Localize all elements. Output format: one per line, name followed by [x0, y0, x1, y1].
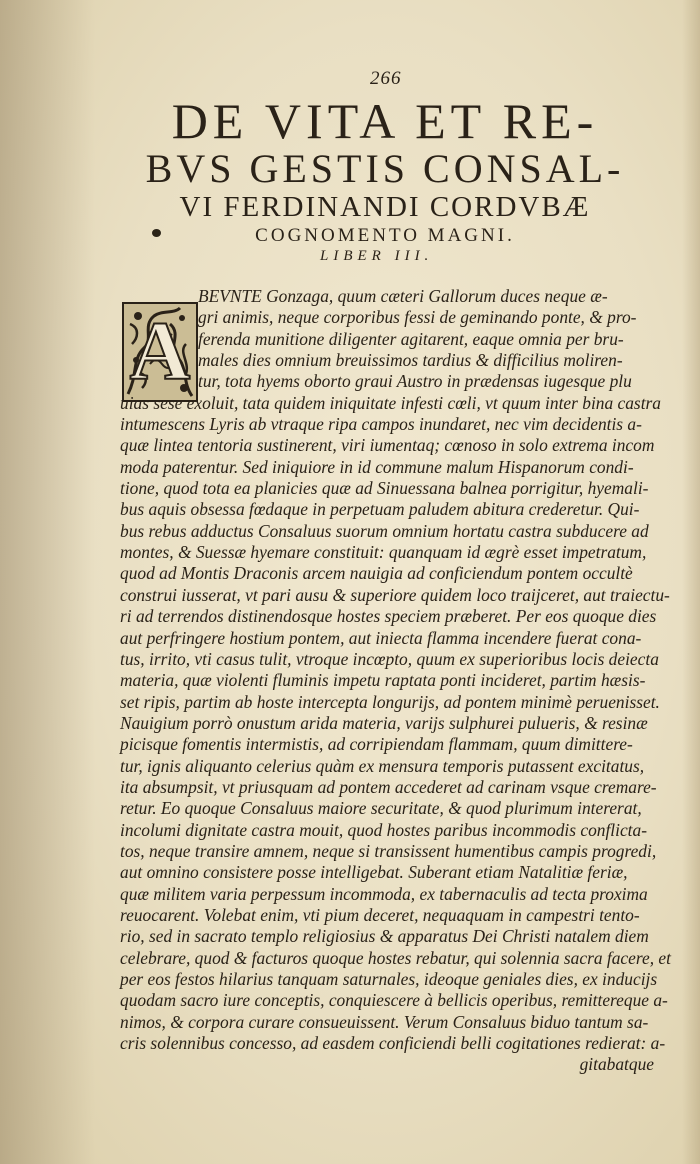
text-line: intumescens Lyris ab vtraque ripa campos inundaret, nec vim decidentis a- [120, 414, 642, 435]
text-line: ferenda munitione diligenter agitarent, eaque omnia per bru- [198, 328, 624, 349]
text-line: bus rebus adductus Consaluus suorum omnium hortatu castra subducere ad [120, 520, 649, 541]
ink-blot [152, 229, 161, 237]
text-line: materia, quæ violenti fluminis impetu raptata ponti incideret, partim hæsis- [120, 670, 646, 691]
text-line: construi iusserat, vt pari ausu & superiore quidem loco traijceret, aut traiectu- [120, 584, 670, 605]
text-line: bus aquis obsessa fœdaque in perpetuam paludem abitura crederetur. Qui- [120, 499, 640, 520]
text-line: quodam sacro iure conceptis, conquiescere à bellicis operibus, remittereque a- [120, 990, 668, 1011]
text-line: picisque fomentis intermistis, ad corripiendam flammam, quum dimittere- [120, 734, 633, 755]
text-line: retur. Eo quoque Consaluus maiore securitate, & quod plurimum intererat, [120, 798, 642, 819]
text-line: uias sese exoluit, tata quidem iniquitate infesti cœli, vt quum inter bina castra [120, 392, 661, 413]
body-text [120, 286, 680, 1076]
title-line-1: DE VITA ET RE- [171, 93, 599, 149]
text-line: aut omnino consistere posse intelligebat. Suberant etiam Natalitiæ feriæ, [120, 862, 628, 883]
drop-cap-letter: A [129, 305, 191, 398]
text-line: moda paterentur. Sed iniquiore in id commune malum Hispanorum condi- [120, 456, 634, 477]
title-line-3: VI FERDINANDI CORDVBÆ [179, 191, 591, 223]
text-line: celebrare, quod & facturos quoque hostes rebatur, qui solennia sacra facere, et [120, 947, 671, 968]
text-line: ri ad terrendos distinendosque hostes speciem præberet. Per eos quoque dies [120, 606, 657, 627]
text-line: set ripis, partim ab hoste intercepta longurijs, ad pontem minimè peruenisset. [120, 691, 660, 712]
text-line: reuocarent. Volebat enim, vti pium deceret, nequaquam in campestri tento- [120, 904, 640, 925]
chapter-title [120, 95, 650, 249]
text-line: quod ad Montis Draconis arcem nauigia ad conficiendum pontem occultè [120, 563, 633, 584]
text-line: tione, quod tota ea planicies quæ ad Sinuessana balnea porrigitur, hyemali- [120, 478, 649, 499]
text-line: aut perfringere hostium pontem, aut iniecta flamma incendere fuerat cona- [120, 627, 642, 648]
binding-gutter-shadow [0, 0, 95, 1164]
text-line: Nauigium porrò onustum arida materia, varijs sulphurei pulueris, & resinæ [120, 712, 648, 733]
text-line: tur, tota hyems oborto graui Austro in prædensas iugesque plu [198, 371, 632, 392]
text-line: cris solennibus concesso, ad easdem conficiendi belli cogitationes redierat: a- [120, 1033, 666, 1054]
book-heading: LIBER III. [320, 248, 434, 264]
text-line: quæ lintea tentoria sustinerent, viri iumentaq; cœnoso in solo extrema incom [120, 435, 655, 456]
text-line: rio, sed in sacrato templo religiosius & apparatus Dei Christi natalem diem [120, 926, 649, 947]
text-line: males dies omnium breuissimos tardius & difficilius moliren- [198, 350, 623, 371]
title-line-2: BVS GESTIS CONSAL- [145, 146, 625, 191]
text-line: per eos festos hilarius tanquam saturnales, ideoque geniales dies, ex inducijs [120, 969, 658, 989]
catchword: gitabatque [579, 1054, 654, 1075]
text-line: gri animis, neque corporibus fessi de geminando ponte, & pro- [198, 307, 637, 328]
page-number: 266 [370, 68, 402, 89]
text-line: tur, ignis aliquanto celerius quàm ex mensura temporis putassent excitatus, [120, 755, 645, 776]
text-line: BEVNTE Gonzaga, quum cæteri Gallorum duces neque æ- [198, 286, 608, 306]
page-edge-shadow [682, 0, 700, 1164]
title-line-4: COGNOMENTO MAGNI. [255, 225, 515, 246]
text-line: quæ militem varia perpessum incommoda, ex tabernaculis ad tecta proxima [120, 883, 648, 904]
text-line: tus, irrito, vti casus tulit, vtroque incœpto, quum ex superioribus locis deiecta [120, 648, 659, 669]
text-line: tos, neque transire amnem, neque si transissent humentibus campis progredi, [120, 840, 657, 861]
text-line: incolumi dignitate castra mouit, quod hostes paribus incommodis conflicta- [120, 819, 648, 840]
text-line: ita absumpsit, vt priusquam ad pontem accederet ad carinam vsque cremare- [120, 776, 657, 797]
text-line: montes, & Suessæ hyemare constituit: quanquam id ægrè esset impetratum, [120, 542, 647, 563]
text-line: nimos, & corpora curare consueuissent. Verum Consaluus biduo tantum sa- [120, 1011, 649, 1032]
